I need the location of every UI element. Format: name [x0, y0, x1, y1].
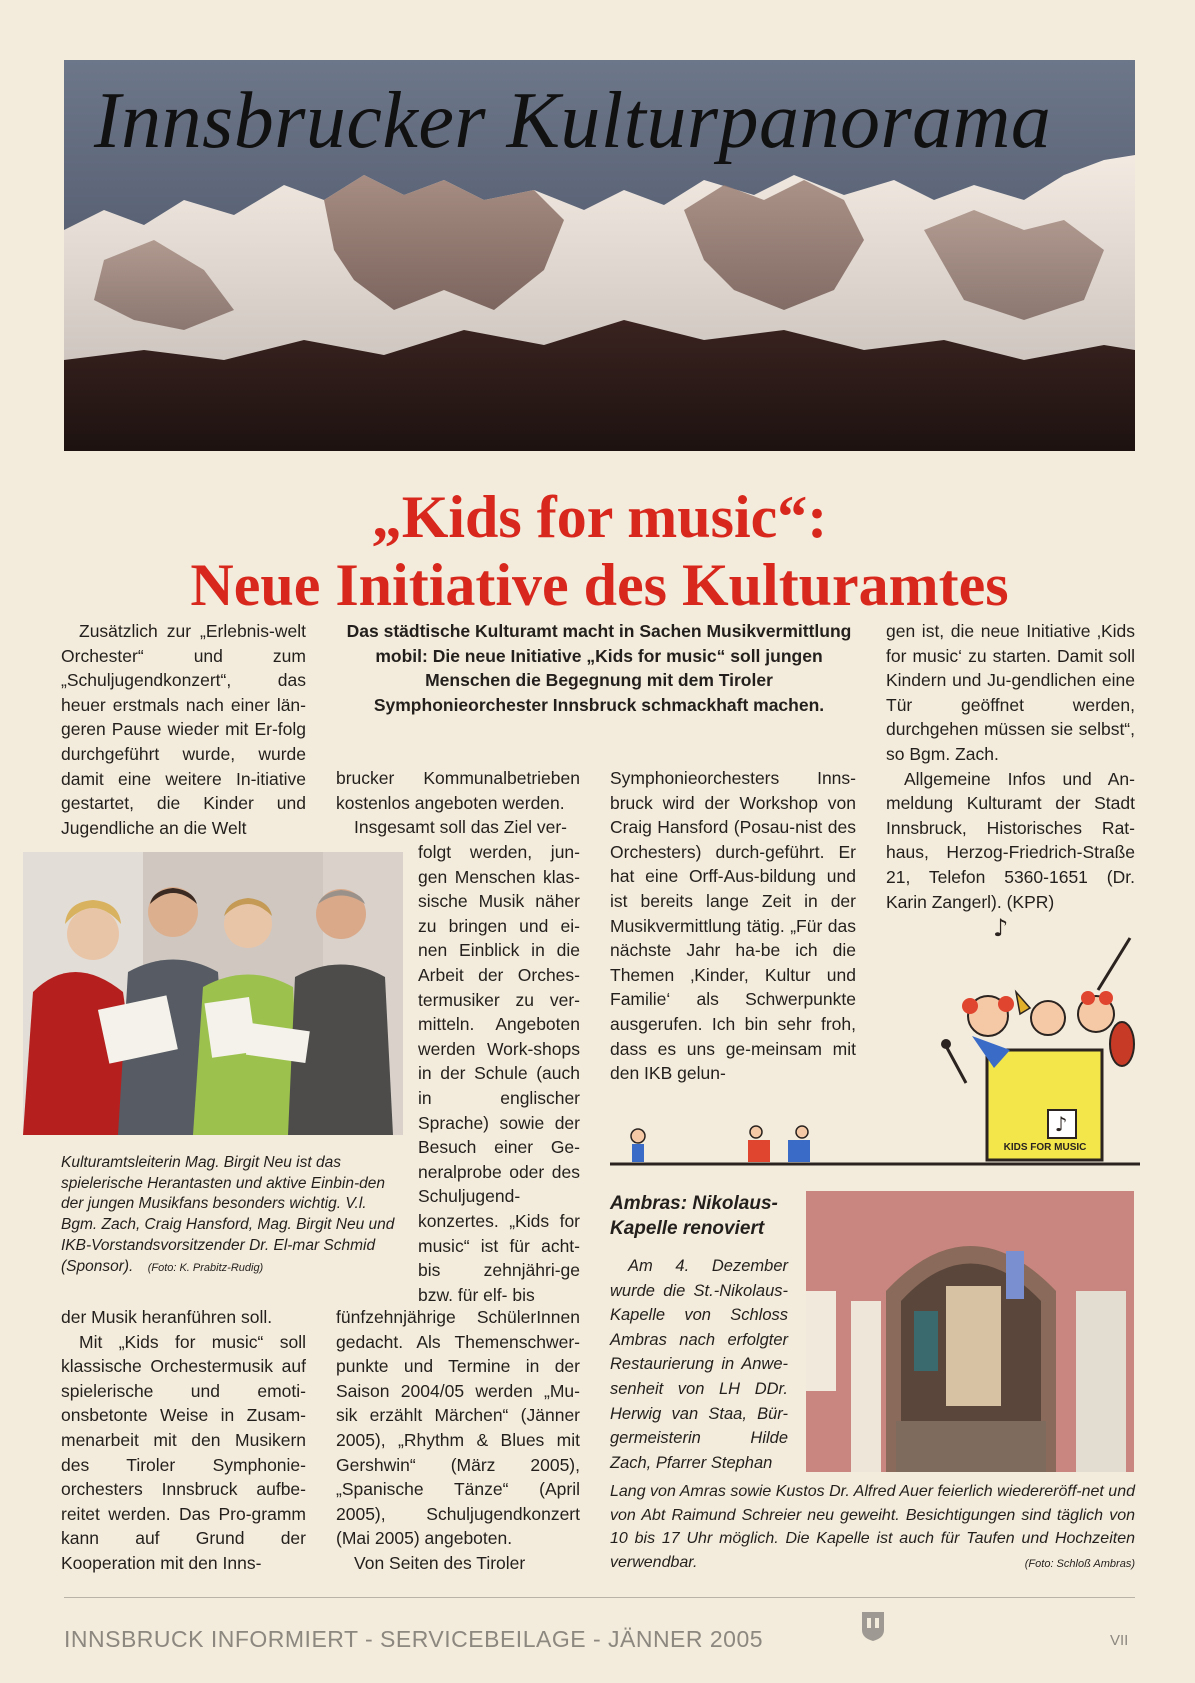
- col1-paragraph-2: der Musik heranführen soll.: [61, 1307, 273, 1327]
- group-photo: [23, 852, 403, 1135]
- lead-paragraph: Das städtische Kulturamt macht in Sachen Musikvermittlung mobil: Die neue Initiative „Kids for music“ soll jungen Menschen die Begegnung mit dem Tiroler Symphonieorchester Innsbruck schmackhaft machen.: [346, 621, 852, 715]
- column-2-bottom: [336, 1305, 580, 1576]
- column-2-top: [336, 766, 580, 840]
- col1-paragraph-3: Mit „Kids for music“ soll klassische Orchestermusik auf spielerische und emoti-onsbetonte Weise in Zusam-menarbeit mit den Musikern des Tiroler Symphonie-orchesters Innsbruck aufbe-reitet werden. Das Pro-gramm kann auf Grund der Kooperation mit den Inns-: [61, 1331, 306, 1573]
- svg-text:♪: ♪: [1054, 1112, 1068, 1136]
- col4-paragraph-2: Allgemeine Infos und An-meldung Kulturamt der Stadt Innsbruck, Historisches Rat-haus, Herzog-Friedrich-Straße 21, Telefon 5360-1651 (Dr. Karin Zangerl). (KPR): [886, 768, 1135, 912]
- column-4: [886, 619, 1135, 914]
- column-2-narrow: [418, 840, 580, 1307]
- headline-line-1: „Kids for music“:: [371, 484, 828, 550]
- photo-credit: (Foto: K. Prabitz-Rudig): [147, 1261, 264, 1274]
- ambras-paragraph-narrow: Am 4. Dezember wurde die St.-Nikolaus-Kapelle von Schloss Ambras nach erfolgter Restaurierung in Anwe-senheit von LH DDr. Herwig van Staa, Bür-germeisterin Hilde Zach, Pfarrer Stephan: [610, 1257, 788, 1472]
- ambras-heading: Ambras: Nikolaus-Kapelle renoviert: [610, 1193, 778, 1239]
- ambras-paragraph-wide: Lang von Amras sowie Kustos Dr. Alfred Auer feierlich wiedereröff-net und von Abt Raimund Schreier neu geweiht. Besichtigungen sind täglich von 10 bis 17 Uhr möglich. Die Kapelle ist auch für Taufen und Hochzeiten verwendbar.: [610, 1483, 1135, 1571]
- col2-paragraph-1: brucker Kommunalbetrieben kostenlos angeboten werden.: [336, 768, 580, 813]
- headline-line-2: Neue Initiative des Kulturamtes: [190, 552, 1009, 618]
- city-crest-icon: [860, 1610, 886, 1642]
- column-1-bottom: [61, 1305, 306, 1576]
- col2-paragraph-2a: Insgesamt soll das Ziel ver-: [354, 817, 567, 838]
- banner-photo: [64, 60, 1135, 451]
- kids-for-music-logo-text: KIDS FOR MUSIC: [1003, 1142, 1087, 1153]
- chapel-photo: [806, 1191, 1134, 1472]
- footer-rule: [64, 1597, 1135, 1598]
- kids-for-music-drawing: [610, 918, 1140, 1168]
- chapel-photo-illustration: [806, 1191, 1134, 1472]
- banner-title: Innsbrucker Kulturpanorama: [94, 77, 1052, 165]
- col1-paragraph-1: Zusätzlich zur „Erlebnis-welt Orchester“ und zum „Schuljugendkonzert“, das heuer erstmals nach einer län-geren Pause wieder mit Er-folg durchgeführt wurde, wurde damit eine weitere In-itiative gestartet, die Kinder und Jugendliche an die Welt: [61, 621, 306, 838]
- ambras-photo-credit: (Foto: Schloß Ambras): [1024, 1558, 1135, 1570]
- col2-paragraph-3: Von Seiten des Tiroler: [354, 1552, 526, 1573]
- col3-paragraph: Symphonieorchesters Inns-bruck wird der Workshop von Craig Hansford (Posau-nist des Orchesters) durch-geführt. Er hat eine Orff-Aus-bildung und ist bereits lange Zeit in der Musikvermittlung tätig. „Für das nächste Jahr ha-be ich die Themen ‚Kinder, Kultur und Familie‘ als Schwerpunkte ausgerufen. Ich bin sehr froh, dass es uns ge-meinsam mit den IKB gelun-: [610, 768, 856, 1084]
- col4-paragraph-1: gen ist, die neue Initiative ‚Kids for music‘ zu starten. Damit soll Kindern und Ju-gendlichen eine Tür geöffnet werden, durchgehen müssen sie selbst“, so Bgm. Zach.: [886, 621, 1135, 764]
- photo-caption-text: Kulturamtsleiterin Mag. Birgit Neu ist das spielerische Herantasten und aktive Einbin-den der jungen Musikfans besonders wichtig. V.l. Bgm. Zach, Craig Hansford, Mag. Birgit Neu und IKB-Vorstandsvorsitzender Dr. El-mar Schmid (Sponsor).: [61, 1154, 395, 1275]
- ambras-body-narrow: [610, 1254, 788, 1475]
- photo-caption: [61, 1153, 401, 1278]
- col2-paragraph-2b: folgt werden, jun-gen Menschen klas-sische Musik näher zu bringen und ei-nen Einblick in die Arbeit der Orches-termusiker zu ver-mitteln. Angeboten werden Work-shops in der Schule (auch in englischer Sprache) sowie der Besuch einer Ge-neralprobe oder des Schuljugend-konzertes. „Kids for music“ ist für acht- bis zehnjähri-ge bzw. für elf- bis: [418, 842, 580, 1305]
- page-number: VII: [1110, 1632, 1129, 1649]
- column-1-top: [61, 619, 306, 840]
- kids-for-music-illustration: [610, 918, 1140, 1168]
- svg-text:♪: ♪: [993, 918, 1009, 942]
- group-photo-illustration: [23, 852, 403, 1135]
- col2-paragraph-2c: fünfzehnjährige SchülerInnen gedacht. Als Themenschwer-punkte und Termine in der Saison 2004/05 werden „Mu-sik erzählt Märchen“ (Jänner 2005), „Rhythm & Blues mit Gershwin“ (März 2005), „Spanische Tänze“ (April 2005), Schuljugendkonzert (Mai 2005) angeboten.: [336, 1307, 580, 1549]
- footer-title: INNSBRUCK INFORMIERT - SERVICEBEILAGE - JÄNNER 2005: [64, 1626, 764, 1652]
